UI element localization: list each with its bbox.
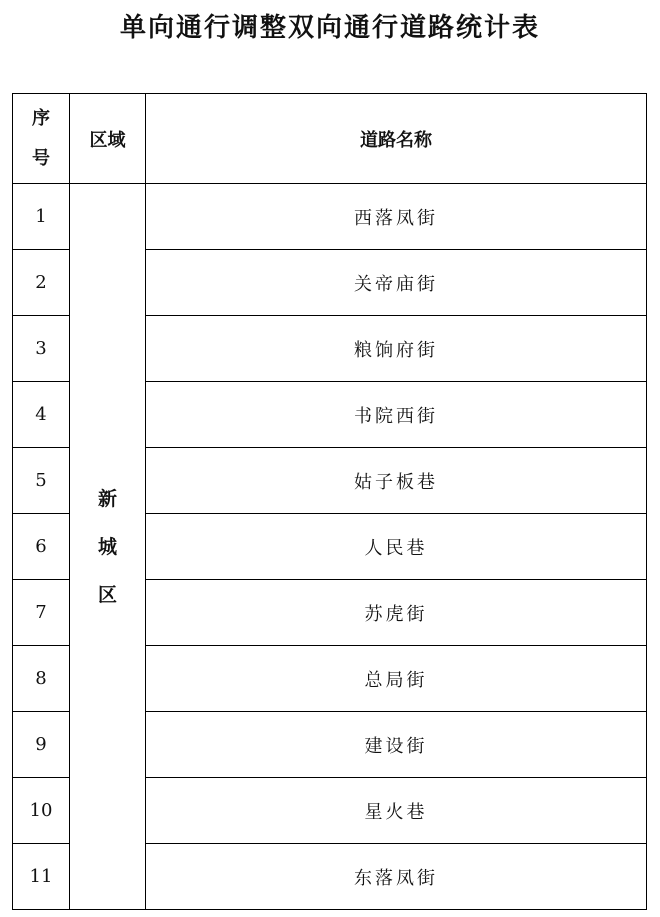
header-serial-line2: 号 <box>32 147 50 169</box>
area-line3: 区 <box>97 583 117 606</box>
road-name: 东落凤街 <box>146 844 647 910</box>
header-serial-number <box>13 94 70 184</box>
row-number: 1 <box>13 184 70 250</box>
road-name: 西落凤街 <box>146 184 647 250</box>
row-number: 7 <box>13 580 70 646</box>
road-name: 粮饷府街 <box>146 316 647 382</box>
road-name: 关帝庙街 <box>146 250 647 316</box>
area-line1: 新 <box>97 487 117 510</box>
road-name: 书院西街 <box>146 382 647 448</box>
road-name: 苏虎街 <box>146 580 647 646</box>
row-number: 9 <box>13 712 70 778</box>
road-name: 总局街 <box>146 646 647 712</box>
row-number: 11 <box>13 844 70 910</box>
road-name: 星火巷 <box>146 778 647 844</box>
row-number: 8 <box>13 646 70 712</box>
row-number: 10 <box>13 778 70 844</box>
road-table <box>12 93 647 910</box>
road-name: 姑子板巷 <box>146 448 647 514</box>
row-number: 3 <box>13 316 70 382</box>
table-row <box>13 184 647 250</box>
road-name: 建设街 <box>146 712 647 778</box>
table-header-row <box>13 94 647 184</box>
header-road-name: 道路名称 <box>146 94 647 184</box>
row-number: 2 <box>13 250 70 316</box>
road-name: 人民巷 <box>146 514 647 580</box>
area-line2: 城 <box>97 535 117 558</box>
header-serial-line1: 序 <box>32 107 50 129</box>
row-number: 6 <box>13 514 70 580</box>
page-title: 单向通行调整双向通行道路统计表 <box>119 13 540 43</box>
area-cell <box>70 184 146 910</box>
header-area: 区域 <box>70 94 146 184</box>
row-number: 4 <box>13 382 70 448</box>
row-number: 5 <box>13 448 70 514</box>
